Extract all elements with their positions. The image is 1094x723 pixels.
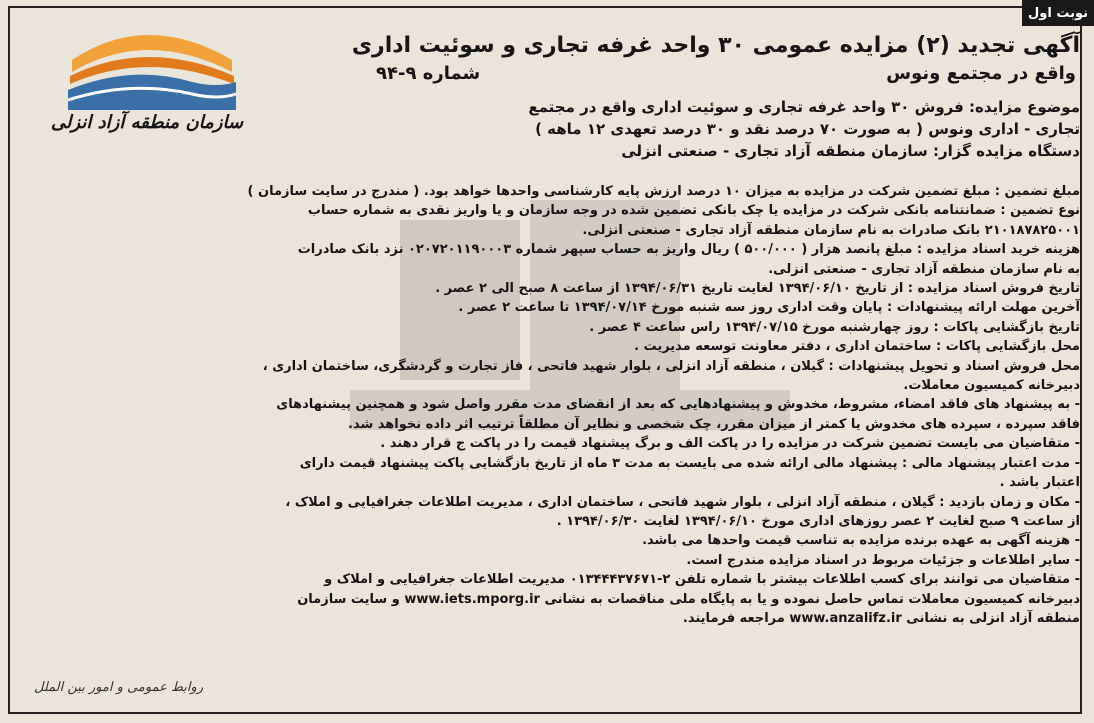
body-line: نوع تضمین : ضمانتنامه بانکی شرکت در مزایده یا چک بانکی تضمین شده در وجه سازمان و یا واریز نقدی به شماره حساب bbox=[307, 203, 1080, 219]
body-line: دبیرخانه کمیسیون معاملات تماس حاصل نموده و یا به پایگاه ملی مناقصات به نشانی www.iets.mporg.ir و سایت سازمان bbox=[297, 591, 1080, 607]
signature: روابط عمومی و امور بین الملل bbox=[34, 680, 204, 695]
body-line: هزینه خرید اسناد مزایده : مبلغ پانصد هزار ( ۵۰۰/۰۰۰ ) ریال واریز به حساب سپهر شماره ۰۲۰۷۲۰۱۱۹۰۰۰۳ نزد بانک صادرات bbox=[297, 242, 1080, 258]
body-line: - مدت اعتبار پیشنهاد مالی : پیشنهاد مالی ارائه شده می بایست به مدت ۳ ماه از تاریخ بازگشایی پاکت پیشنهاد قیمت دارای bbox=[299, 455, 1080, 471]
body-line: مبلغ تضمین : مبلغ تضمین شرکت در مزایده به میزان ۱۰ درصد ارزش پایه کارشناسی واحدها خواهد بود. ( مندرج در سایت سازمان ) bbox=[247, 184, 1080, 199]
body-line: محل بازگشایی پاکات : ساختمان اداری ، دفتر معاونت توسعه مدیریت . bbox=[634, 339, 1080, 355]
body-line: اعتبار باشد . bbox=[999, 475, 1080, 491]
body-line: - متقاضیان می بایست تضمین شرکت در مزایده را در پاکت الف و برگ پیشنهاد قیمت را در پاکت ج قرار دهند . bbox=[380, 436, 1080, 452]
subject-line: تجاری - اداری ونوس ( به صورت ۷۰ درصد نقد و ۳۰ درصد تعهدی ۱۲ ماهه ) bbox=[535, 120, 1080, 138]
body-line: ۲۱۰۱۸۷۸۲۵۰۰۱ بانک صادرات به نام سازمان منطقه آزاد تجاری - صنعتی انزلی. bbox=[582, 222, 1080, 238]
ad-body bbox=[22, 182, 1080, 628]
ad-number: شماره ۹-۹۴ bbox=[376, 63, 481, 84]
body-line: - متقاضیان می توانند برای کسب اطلاعات بیشتر با شماره تلفن ۲-۰۱۳۴۴۴۳۷۶۷۱ مدیریت اطلاعات جغرافیایی و املاک و bbox=[324, 572, 1080, 588]
body-line: از ساعت ۹ صبح لغایت ۲ عصر روزهای اداری مورخ ۱۳۹۴/۰۶/۱۰ لغایت ۱۳۹۴/۰۶/۳۰ . bbox=[556, 513, 1080, 529]
body-line: محل فروش اسناد و تحویل پیشنهادات : گیلان ، منطقه آزاد انزلی ، بلوار شهید فاتحی ، فاز تجارت و گردشگری، ساختمان اداری ، bbox=[262, 358, 1080, 374]
title-subline bbox=[376, 63, 1076, 84]
body-line: آخرین مهلت ارائه پیشنهادات : پایان وقت اداری روز سه شنبه مورخ ۱۳۹۴/۰۷/۱۴ تا ساعت ۲ عصر . bbox=[458, 300, 1080, 316]
body-line: به نام سازمان منطقه آزاد تجاری - صنعتی انزلی. bbox=[768, 261, 1080, 277]
body-line: دبیرخانه کمیسیون معاملات. bbox=[903, 378, 1080, 394]
ad-title: آگهی تجدید (۲) مزایده عمومی ۳۰ واحد غرفه تجاری و سوئیت اداری bbox=[351, 33, 1080, 58]
org-name: سازمان منطقه آزاد انزلی bbox=[50, 112, 244, 133]
subject-line: موضوع مزایده: فروش ۳۰ واحد غرفه تجاری و سوئیت اداری واقع در مجتمع bbox=[528, 98, 1080, 116]
body-line: - هزینه آگهی به عهده برنده مزایده به تناسب قیمت واحدها می باشد. bbox=[642, 533, 1080, 549]
body-line: - به پیشنهاد های فاقد امضاء، مشروط، مخدوش و پیشنهادهایی که بعد از انقضای مدت مقرر واصل شود و همچنین پیشنهادهای bbox=[276, 397, 1080, 413]
body-line: تاریخ فروش اسناد مزایده : از تاریخ ۱۳۹۴/۰۶/۱۰ لغایت تاریخ ۱۳۹۴/۰۶/۳۱ از ساعت ۸ صبح الی ۲ عصر . bbox=[435, 281, 1080, 297]
organizer-line: دستگاه مزایده گزار: سازمان منطقه آزاد تجاری - صنعتی انزلی bbox=[621, 142, 1080, 160]
anzali-free-zone-logo-icon bbox=[42, 20, 252, 154]
body-line: - سایر اطلاعات و جزئیات مربوط در اسناد مزایده مندرج است. bbox=[686, 552, 1080, 568]
body-line: فاقد سپرده ، سپرده های مخدوش یا کمتر از میزان مقرر، چک شخصی و نظایر آن مطلقاً ترتیب اثر داده نخواهد شد. bbox=[348, 416, 1080, 432]
body-line: - مکان و زمان بازدید : گیلان ، منطقه آزاد انزلی ، بلوار شهید فاتحی ، ساختمان اداری ، مدیریت اطلاعات جغرافیایی و املاک ، bbox=[285, 494, 1080, 510]
first-notice-badge: نوبت اول bbox=[1022, 0, 1094, 26]
subject-block bbox=[280, 96, 1080, 162]
body-line: منطقه آزاد انزلی به نشانی www.anzalifz.ir مراجعه فرمایند. bbox=[682, 610, 1080, 626]
body-line: تاریخ بازگشایی پاکات : روز چهارشنبه مورخ ۱۳۹۴/۰۷/۱۵ راس ساعت ۴ عصر . bbox=[589, 319, 1080, 335]
title-location: واقع در مجتمع ونوس bbox=[886, 63, 1076, 84]
